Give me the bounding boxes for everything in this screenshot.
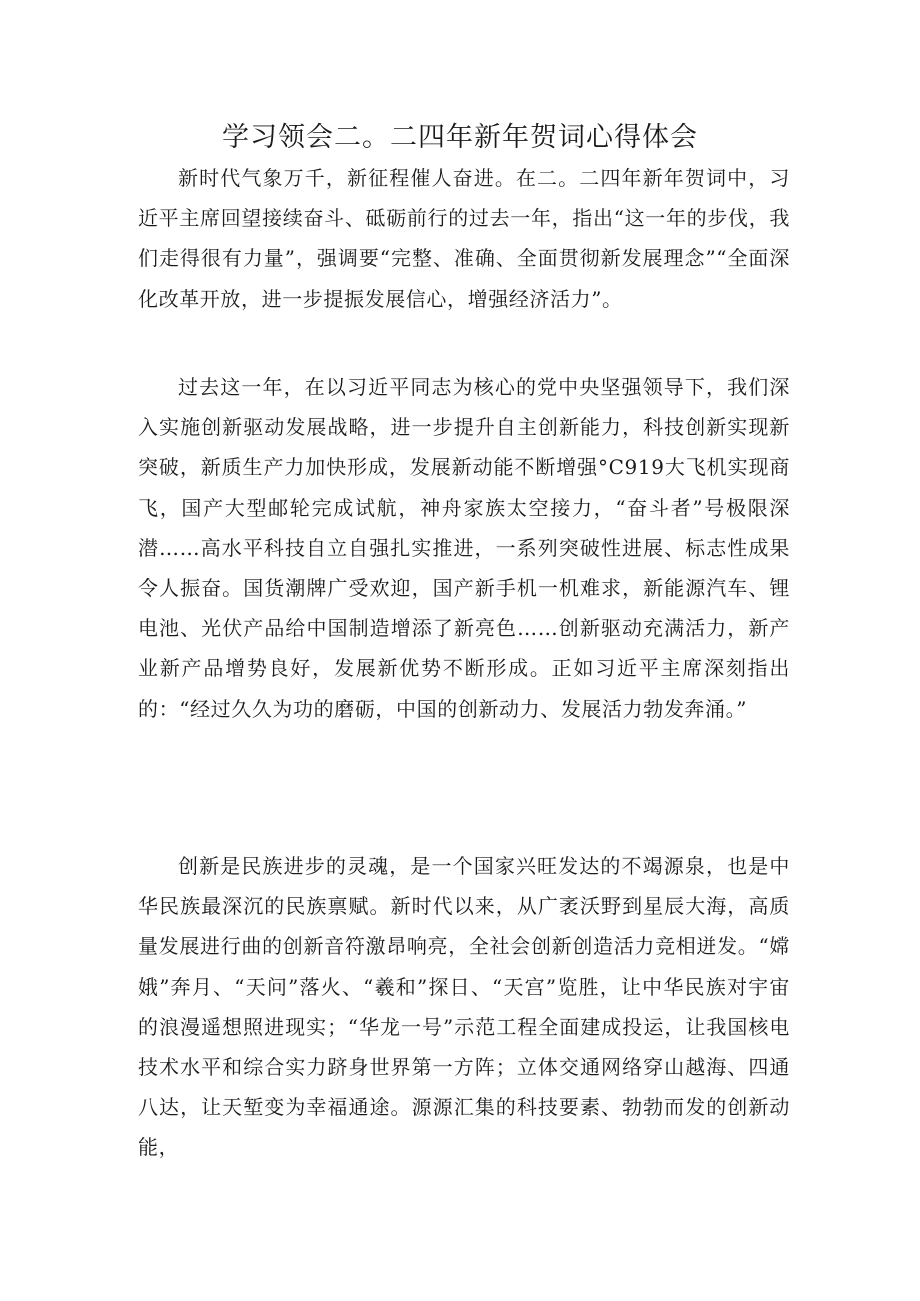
paragraph-3: 创新是民族进步的灵魂，是一个国家兴旺发达的不竭源泉，也是中华民族最深沉的民族禀赋。新时代以来，从广袤沃野到星辰大海，高质量发展进行曲的创新音符激昂响亮，全社会创新创造活力竞相迸发。“嫦娥”奔月、“天问”落火、“羲和”探日、“天宫”览胜，让中华民族对宇宙的浪漫遥想照进现实；“华龙一号”示范工程全面建成投运，让我国核电技术水平和综合实力跻身世界第一方阵；立体交通网络穿山越海、四通八达，让天堑变为幸福通途。源源汇集的科技要素、勃勃而发的创新动能，	[138, 854, 790, 1160]
paragraph-2: 过去这一年，在以习近平同志为核心的党中央坚强领导下，我们深入实施创新驱动发展战略，进一步提升自主创新能力，科技创新实现新突破，新质生产力加快形成，发展新动能不断增强°C919大飞机实现商飞，国产大型邮轮完成试航，神舟家族太空接力，“奋斗者”号极限深潜……高水平科技自立自强扎实推进，一系列突破性进展、标志性成果令人振奋。国货潮牌广受欢迎，国产新手机一机难求，新能源汽车、锂电池、光伏产品给中国制造增添了新亮色……创新驱动充满活力，新产业新产品增势良好，发展新优势不断形成。正如习近平主席深刻指出的：“经过久久为功的磨砺，中国的创新动力、发展活力勃发奔涌。”	[138, 375, 790, 721]
page-title: 学习领会二。二四年新年贺词心得体会	[222, 122, 698, 153]
paragraph-1: 新时代气象万千，新征程催人奋进。在二。二四年新年贺词中，习近平主席回望接续奋斗、砥砺前行的过去一年，指出“这一年的步伐，我们走得很有力量”，强调要“完整、准确、全面贯彻新发展理念”“全面深化改革开放，进一步提振发展信心，增强经济活力”。	[138, 166, 790, 311]
